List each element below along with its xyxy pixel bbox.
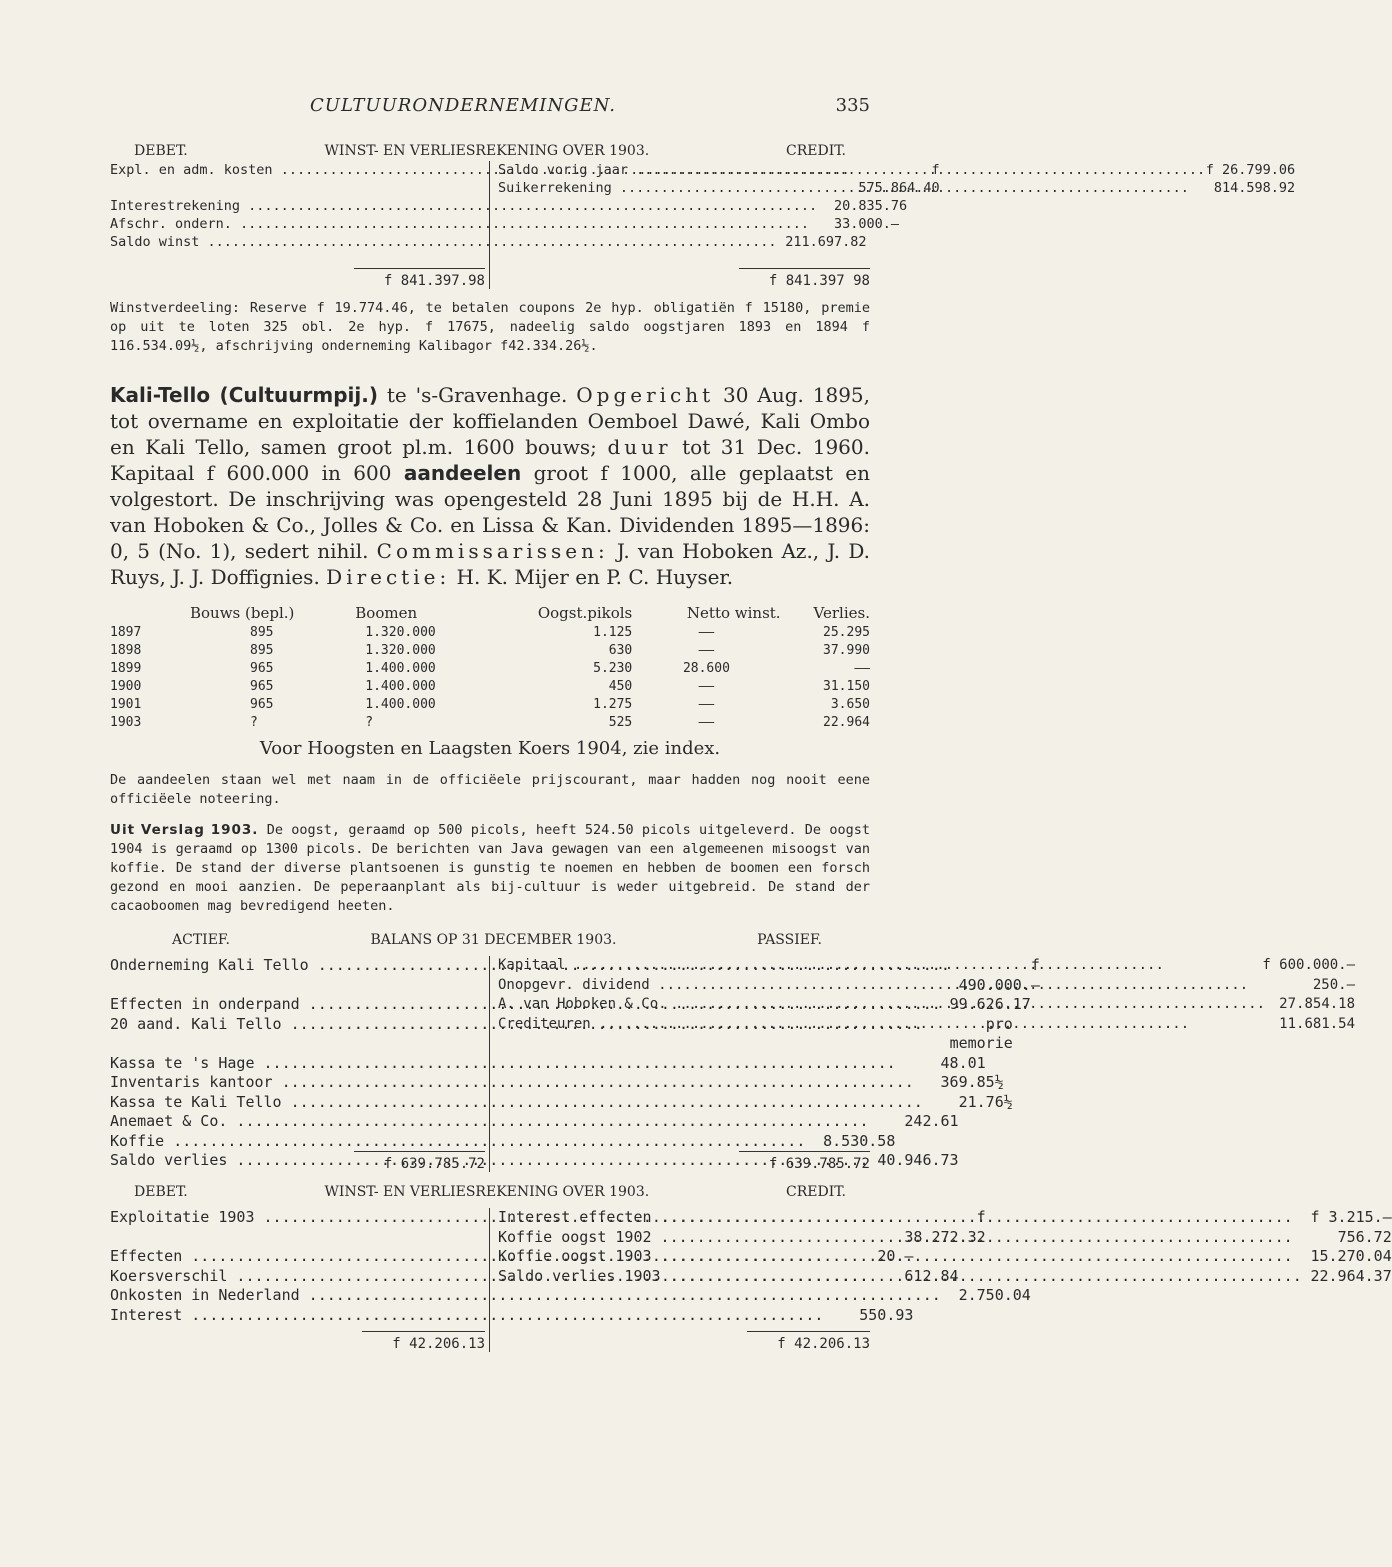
pl2-credit-label: Interest effecten ..... <box>498 1208 1302 1228</box>
production-cell: 965 <box>250 697 274 712</box>
balans-actief-value: 8.530.58 <box>823 1131 896 1150</box>
balans-passief-value: 250.— <box>1312 976 1356 993</box>
production-cell: —— <box>698 679 715 694</box>
aandeelen-label: aandeelen <box>403 461 522 485</box>
production-header <box>110 604 190 624</box>
pl2-heading <box>110 1184 870 1200</box>
balans-passief-label: Kapitaal ..... <box>498 956 1262 976</box>
winstverdeeling-note: Winstverdeeling: Reserve f 19.774.46, te betalen coupons 2e hyp. obligatiën f 15180, premie op uit te loten 325 obl. 2e hyp. f 17675, nadeelig saldo oogstjaren 1893 en 1894 f 116.534.09½, afschrijving onderneming Kalibagor f42.334.26½. <box>110 300 870 354</box>
balans-actief-label: Saldo verlies ..... <box>110 1151 869 1171</box>
production-cell: 1.125 <box>593 625 633 640</box>
credit-label-2: CREDIT. <box>786 1184 846 1200</box>
balans-actief-value: 48.01 <box>940 1053 986 1072</box>
pl2-credit-row <box>498 1228 1392 1248</box>
page-header <box>110 95 870 125</box>
pl2-credit-row <box>498 1267 1392 1287</box>
production-cell: 1.400.000 <box>365 661 436 676</box>
balans-actief-label: Kassa te Kali Tello ..... <box>110 1093 923 1113</box>
pl2-debet-value: 612.84 <box>904 1266 959 1285</box>
pl-title: WINST- EN VERLIESREKENING OVER 1903. <box>324 143 650 159</box>
entry-text-5: J. van Hoboken Az., J. D. Ruys, J. J. Doffignies. <box>110 539 870 589</box>
pl2-debet-label: Exploitatie 1903 ..... <box>110 1208 896 1247</box>
pl2-credit-row <box>498 1208 1392 1228</box>
production-row <box>110 624 870 642</box>
pl2-credit-label: Koffie oogst 1903 ..... <box>498 1247 1302 1267</box>
production-cell: 5.230 <box>593 661 633 676</box>
pl2-table <box>110 1208 1392 1324</box>
production-cell: 895 <box>250 643 274 658</box>
balans-actief-label: Kassa te 's Hage ..... <box>110 1054 896 1074</box>
pl2-debet-label: Interest ..... <box>110 1306 823 1326</box>
pl-debet-label: Saldo winst ..... <box>110 233 776 251</box>
balans-passief-row <box>498 995 1355 1015</box>
pl2-debet-value: 2.750.04 <box>958 1286 1031 1304</box>
noteering-note: De aandeelen staan wel met naam in de officiëele prijscourant, maar hadden nog nooit eene officiëele noteering. <box>110 772 870 807</box>
balans-actief-label: Inventaris kantoor ..... <box>110 1073 914 1093</box>
balans-passief-row <box>498 976 1355 996</box>
balans-title: BALANS OP 31 DECEMBER 1903. <box>370 932 617 948</box>
balans-actief-value: 99.626.17 <box>949 995 1031 1013</box>
company-entry <box>110 382 870 590</box>
entry-text-2: 30 Aug. 1895, tot overname en exploitatie der koffielanden Oemboel Dawé, Kali Ombo en Kali Tello, samen groot pl.m. 1600 bouws; <box>110 383 870 459</box>
production-header: Netto winst. <box>686 604 781 622</box>
production-cell: —— <box>698 697 715 712</box>
balans-actief-row <box>110 1073 1004 1093</box>
production-cell: 22.964 <box>823 715 870 730</box>
balans-actief-label: Effecten in onderpand ..... <box>110 995 941 1015</box>
pl2-credit-value: 756.72 <box>1337 1227 1392 1246</box>
pl2-total-right: f 42.206.13 <box>747 1331 870 1352</box>
production-row <box>110 696 870 714</box>
pl2-debet-value: 20.— <box>877 1247 914 1265</box>
opgericht-label: Opgericht <box>576 383 715 407</box>
balans-actief-value: 369.85½ <box>940 1073 1004 1091</box>
pl-debet-value: 33.000.— <box>833 216 899 232</box>
pl-totals <box>110 247 870 289</box>
production-cell: ? <box>365 715 374 730</box>
company-name: Kali-Tello (Cultuurmpij.) <box>110 383 378 407</box>
pl2-total-left: f 42.206.13 <box>362 1331 485 1352</box>
passief-label: PASSIEF. <box>757 932 822 948</box>
production-row <box>110 678 870 696</box>
verslag-label: Uit Verslag 1903. <box>110 822 259 838</box>
page-number: 335 <box>835 95 870 116</box>
index-reference: Voor Hoogsten en Laagsten Koers 1904, zie index. <box>259 738 721 759</box>
balans-actief-value: 242.61 <box>904 1112 959 1130</box>
balans-actief-value: 40.946.73 <box>877 1151 959 1169</box>
production-cell: 28.600 <box>682 661 730 676</box>
production-cell: —— <box>698 625 715 640</box>
pl2-totals <box>110 1308 870 1352</box>
pl-debet-value: 211.697.82 <box>785 234 867 250</box>
pl-credit-value: f 26.799.06 <box>1205 162 1296 178</box>
pl-debet-value: f 575.864.40 <box>858 162 940 196</box>
pl-heading <box>110 143 870 159</box>
pl-credit-value: 814.598.92 <box>1213 180 1296 196</box>
production-cell: 25.295 <box>823 625 870 640</box>
production-header: Oogst.pikols <box>537 604 633 622</box>
pl2-debet-row <box>110 1286 1031 1306</box>
pl-debet-row <box>110 197 908 215</box>
pl2-credit-value: f 3.215.— <box>1310 1208 1392 1226</box>
production-cell: 965 <box>250 661 274 676</box>
pl-table <box>110 161 1296 250</box>
book-page <box>110 95 1392 1352</box>
pl-debet-label: Afschr. ondern. ..... <box>110 215 809 233</box>
pl-credit-row <box>498 161 1295 179</box>
production-cell: 1897 <box>110 625 142 640</box>
production-cell: —— <box>698 715 715 730</box>
pl-credit-label: Saldo vorig jaar ..... <box>498 161 1205 179</box>
balans-passief-value: 11.681.54 <box>1279 1015 1356 1032</box>
balans-passief-label: Onopgevr. dividend ..... <box>498 976 1265 996</box>
production-cell: 1.320.000 <box>365 625 436 640</box>
pl2-credit-label: Saldo verlies 1903 ..... <box>498 1267 1302 1287</box>
production-cell: 450 <box>608 679 633 694</box>
production-header: Verlies. <box>813 604 870 622</box>
production-cell: 895 <box>250 625 274 640</box>
commissarissen-label: Commissarissen: <box>376 539 609 563</box>
pl-debet-row <box>110 215 899 233</box>
production-cell: ? <box>250 715 258 730</box>
entry-text-3: tot 31 Dec. 1960. Kapitaal f 600.000 in 600 <box>110 435 870 485</box>
balans-passief-row <box>498 1015 1355 1035</box>
production-cell: 1.320.000 <box>365 643 436 658</box>
balans-passief-row <box>498 956 1355 976</box>
pl-total-right: f 841.397 98 <box>739 268 870 289</box>
production-cell: 525 <box>608 715 633 730</box>
entry-text-4: groot f 1000, alle geplaatst en volgestort. De inschrijving was opengesteld 28 Juni 1895 bij de H.H. A. van Hoboken & Co., Jolles & Co. en Lissa & Kan. Dividenden 1895—1896: 0, 5 (No. 1), sedert nihil. <box>110 461 871 563</box>
balans-passief-value: 27.854.18 <box>1279 996 1356 1012</box>
pl2-debet-value: 550.93 <box>859 1305 914 1324</box>
pl2-debet-value: f 38.272.32 <box>904 1208 986 1246</box>
balans-actief-label: Anemaet & Co. ..... <box>110 1112 869 1132</box>
production-cell: 1.275 <box>593 697 633 712</box>
production-cell: 31.150 <box>823 679 870 694</box>
production-row <box>110 714 870 732</box>
balans-actief-label: Onderneming Kali Tello ..... <box>110 956 950 995</box>
production-cell: —— <box>854 661 870 676</box>
pl2-credit-label: Koffie oogst 1902 ..... <box>498 1228 1302 1248</box>
debet-label-2: DEBET. <box>134 1184 188 1200</box>
balans-actief-value: 21.76½ <box>958 1092 1013 1111</box>
pl2-credit-value: 22.964.37 <box>1310 1266 1392 1285</box>
balans-passief-value: f 600.000.— <box>1262 957 1356 973</box>
balans-total-left: f 639.785.72 <box>354 1151 485 1172</box>
balans-passief-label: A. van Hoboken & Co. ..... <box>498 995 1265 1015</box>
balans-heading <box>110 932 870 948</box>
pl-credit-row <box>498 179 1295 197</box>
duur-label: duur <box>607 435 672 459</box>
production-cell: 1899 <box>110 661 142 676</box>
production-row <box>110 660 870 678</box>
production-cell: 630 <box>608 643 633 658</box>
credit-label: CREDIT. <box>786 143 846 159</box>
directie-label: Directie: <box>326 565 451 589</box>
production-cell: 1900 <box>110 679 142 694</box>
production-cell: 965 <box>250 679 274 694</box>
pl2-credit-value: 15.270.04 <box>1310 1247 1392 1265</box>
production-cell: —— <box>698 643 715 658</box>
balans-totals <box>110 1132 870 1172</box>
balans-actief-value: f 490.000.— <box>958 956 1040 994</box>
balans-actief-row <box>110 1112 959 1132</box>
balans-actief-value: pro memorie <box>949 1014 1013 1052</box>
production-header: Boomen <box>355 604 418 622</box>
actief-label: ACTIEF. <box>172 932 230 948</box>
pl2-debet-label: Koersverschil ..... <box>110 1267 869 1287</box>
running-title: CULTUURONDERNEMINGEN. <box>310 95 616 116</box>
production-header: Bouws (bepl.) <box>190 604 295 622</box>
production-row <box>110 642 870 660</box>
verslag-text: De oogst, geraamd op 500 picols, heeft 524.50 picols uitgeleverd. De oogst 1904 is geraamd op 1300 picols. De berichten van Java gewagen van een algemeenen misoogst van koffie. De stand der diverse plantsoenen is gunstig te noemen en hebben de boomen een forsch gezond en mooi aanzien. De peperaanplant als bij-cultuur is weder uitgebreid. De stand der cacaoboomen mag bevredigend heeten. <box>110 822 870 914</box>
balans-passief-label: Crediteuren ..... <box>498 1015 1265 1035</box>
production-cell: 1898 <box>110 643 142 658</box>
balans-actief-label: 20 aand. Kali Tello ..... <box>110 1015 923 1054</box>
production-cell: 1903 <box>110 715 142 730</box>
balans-total-right: f 639.785.72 <box>739 1151 870 1172</box>
balans-actief-row <box>110 1053 986 1074</box>
pl-total-left: f 841.397.98 <box>354 268 485 289</box>
production-cell: 1.400.000 <box>365 697 436 712</box>
entry-text-1: te 's-Gravenhage. <box>377 383 577 407</box>
pl-debet-value: 20.835.76 <box>833 198 908 214</box>
balans-actief-label: Koffie ..... <box>110 1132 805 1152</box>
production-table <box>110 604 870 732</box>
production-cell: 37.990 <box>823 643 870 658</box>
production-cell: 1.400.000 <box>365 679 436 694</box>
pl2-debet-label: Onkosten in Nederland ..... <box>110 1286 941 1306</box>
production-cell: 3.650 <box>830 697 870 712</box>
pl-debet-label: Interestrekening ..... <box>110 197 817 215</box>
debet-label: DEBET. <box>134 143 188 159</box>
entry-text-6: H. K. Mijer en P. C. Huyser. <box>450 565 734 589</box>
pl2-credit-row <box>498 1247 1392 1267</box>
pl2-title: WINST- EN VERLIESREKENING OVER 1903. <box>324 1184 650 1200</box>
pl2-debet-label: Effecten ..... <box>110 1247 823 1267</box>
production-cell: 1901 <box>110 697 142 712</box>
pl-credit-label: Suikerrekening ..... <box>498 179 1205 197</box>
balans-actief-row <box>110 1092 1013 1113</box>
verslag-paragraph <box>110 821 870 916</box>
pl-debet-label: Expl. en adm. kosten ..... <box>110 161 850 197</box>
